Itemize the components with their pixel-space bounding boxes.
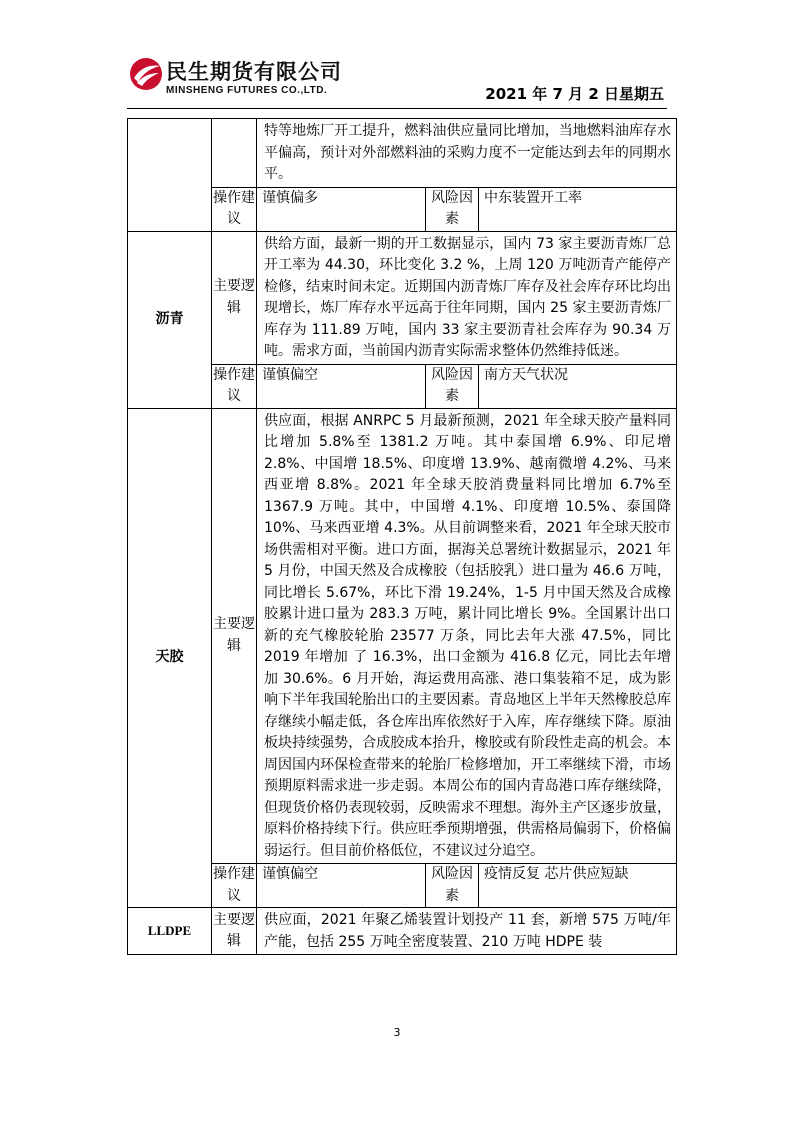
risk-label: 风险因素 — [426, 187, 479, 231]
main-logic-label: 主要逻辑 — [212, 408, 257, 864]
category-cell-fuel-oil — [128, 119, 212, 232]
company-name-en: MINSHENG FUTURES CO.,LTD. — [166, 85, 328, 96]
risk-value: 南方天气状况 — [479, 364, 677, 408]
advice-label: 操作建议 — [212, 187, 257, 231]
risk-label: 风险因素 — [426, 864, 479, 908]
advice-value: 谨慎偏空 — [257, 864, 426, 908]
risk-label: 风险因素 — [426, 364, 479, 408]
main-logic-label: 主要逻辑 — [212, 908, 257, 955]
advice-value: 谨慎偏空 — [257, 364, 426, 408]
advice-label: 操作建议 — [212, 364, 257, 408]
header-divider — [127, 108, 667, 109]
risk-value: 疫情反复 芯片供应短缺 — [479, 864, 677, 908]
page-number: 3 — [393, 1026, 401, 1039]
table-row — [128, 119, 677, 188]
table-row — [128, 408, 677, 864]
company-logo-icon — [128, 56, 164, 92]
commodity-analysis-table — [127, 118, 677, 955]
category-name: LLDPE — [128, 908, 212, 955]
advice-label: 操作建议 — [212, 864, 257, 908]
empty-label-cell — [212, 119, 257, 188]
main-logic-text: 供应面，根据 ANRPC 5 月最新预测，2021 年全球天胶产量料同比增加 5.8%至 1381.2 万吨。其中泰国增 6.9%、印尼增 2.8%、中国增 18.5%、印度增 13.9%、越南微增 4.2%、马来西亚增 8.8%。2021 年全球天胶消费量料同比增加 6.7%至 1367.9 万吨。其中，中国增 4.1%、印度增 10.5%、泰国降 10%、马来西亚增 4.3%。从目前调整来看，2021 年全球天胶市场供需相对平衡。进口方面，据海关总署统计数据显示，2021 年 5 月份，中国天然及合成橡胶（包括胶乳）进口量为 46.6 万吨，同比增长 5.67%，环比下滑 19.24%，1-5 月中国天然及合成橡胶累计进口量为 283.3 万吨，累计同比增长 9%。全国累计出口新的充气橡胶轮胎 23577 万条，同比去年大涨 47.5%，同比 2019 年增加 了 16.3%，出口金额为 416.8 亿元，同比去年增加 30.6%。6 月开始，海运费用高涨、港口集装箱不足，成为影响下半年我国轮胎出口的主要因素。青岛地区上半年天然橡胶总库存继续小幅走低，各仓库出库依然好于入库，库存继续下降。原油板块持续强势，合成胶成本抬升，橡胶或有阶段性走高的机会。本周因国内环保检查带来的轮胎厂检修增加，开工率继续下滑，市场预期原料需求进一步走弱。本周公布的国内青岛港口库存继续降，但现货价格仍表现较弱，反映需求不理想。海外主产区逐步放量，原料价格持续下行。供应旺季预期增强，供需格局偏弱下，价格偏弱运行。但目前价格低位，不建议过分追空。 — [257, 408, 677, 864]
category-name: 沥青 — [128, 231, 212, 408]
table-row — [128, 908, 677, 955]
report-date: 2021 年 7 月 2 日星期五 — [485, 85, 664, 103]
main-logic-text: 特等地炼厂开工提升，燃料油供应量同比增加，当地燃料油库存水平偏高，预计对外部燃料油的采购力度不一定能达到去年的同期水平。 — [257, 119, 677, 188]
main-logic-text: 供应面，2021 年聚乙烯装置计划投产 11 套，新增 575 万吨/年产能，包括 255 万吨全密度装置、210 万吨 HDPE 装 — [257, 908, 677, 955]
risk-value: 中东装置开工率 — [479, 187, 677, 231]
page-header — [0, 0, 794, 112]
main-logic-text: 供给方面，最新一期的开工数据显示，国内 73 家主要沥青炼厂总开工率为 44.30，环比变化 3.2 %，上周 120 万吨沥青产能停产检修，结束时间未定。近期国内沥青炼厂库存及社会库存环比均出现增长，炼厂库存水平远高于往年同期，国内 25 家主要沥青炼厂库存为 111.89 万吨，国内 33 家主要沥青社会库存为 90.34 万吨。需求方面，当前国内沥青实际需求整体仍然维持低迷。 — [257, 231, 677, 364]
table-row — [128, 231, 677, 364]
advice-value: 谨慎偏多 — [257, 187, 426, 231]
category-name: 天胶 — [128, 408, 212, 908]
company-name-cn: 民生期货有限公司 — [166, 60, 342, 84]
main-logic-label: 主要逻辑 — [212, 231, 257, 364]
